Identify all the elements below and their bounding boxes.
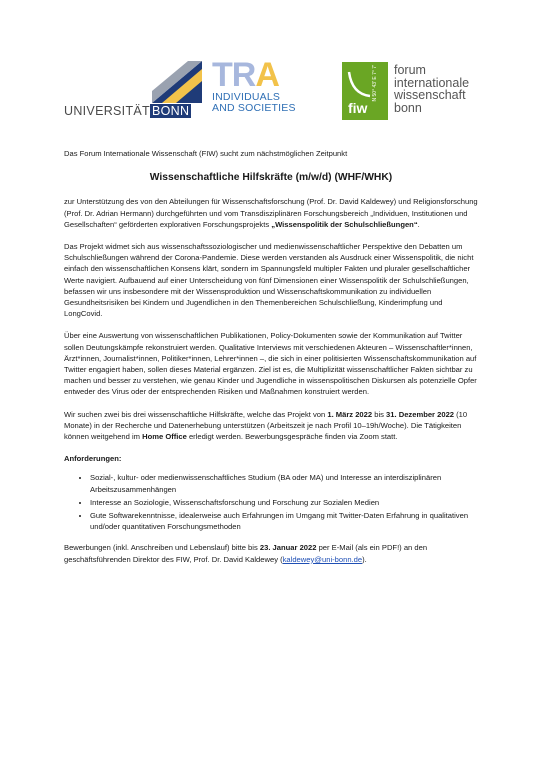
tra-wordmark: [212, 58, 279, 92]
end-date: 31. Dezember 2022: [386, 409, 455, 419]
application-text-c: ).: [362, 554, 367, 564]
tra-logo: [212, 56, 342, 122]
project-intro-text: zur Unterstützung des von den Abteilungen für Wissenschaftsforschung (Prof. Dr. David Kaldewey) und Religionsforschung (Prof. Dr. Adrian Hermann) durchgeführten und vom Transdisziplinären Forschungsbereich „Individuen, Institutionen und Gesellschaften“ geförderten explorativen Forschungsprojekts: [64, 197, 478, 229]
tra-subtitle-line2: AND SOCIETIES: [212, 102, 296, 114]
requirement-item: • Gute Softwarekenntnisse, idealerweise auch Erfahrungen im Umgang mit Twitter-Daten Erfahrung in qualitativen und/oder quantitativen Forschungsmethoden: [90, 510, 478, 532]
university-bonn-logo: [62, 58, 206, 122]
application-deadline: 23. Januar 2022: [259, 543, 317, 553]
email-link[interactable]: kaldewey@uni-bonn.de: [282, 554, 363, 564]
paragraph-project-intro: [64, 196, 478, 230]
bonn-wordmark-part2: BONN: [151, 104, 190, 118]
tra-subtitle-line1: INDIVIDUALS: [212, 91, 281, 103]
paragraph-position-details: [64, 409, 478, 443]
fiw-green-box: [342, 62, 388, 120]
requirements-heading: Anforderungen:: [64, 454, 122, 464]
bonn-emblem-icon: [152, 61, 202, 103]
paragraph-methods: Über eine Auswertung von wissenschaftlichen Publikationen, Policy-Dokumenten sowie der Kommunikation auf Twitter sollen Deutungskämpfe rekonstruiert werden. Qualitative Interviews mit verschiedenen Akteuren – Wissenschaftler*innen, Ärzt*innen, Journalist*innen, Politiker*innen, Lehrer*innen –, die sich in einer politisierten Wissenschaftskommunikation auf Twitter engagiert haben, sollen dieses Material ergänzen. Ziel ist es, die Multiplizität wissenschaftlicher Fakten sichtbar zu machen und besser zu verstehen, wie genau Kinder und Jugendliche in wissenspolitischen Diskursen als potenzielle Opfer entweder des Virus oder der entsprechenden Risiken und Maßnahmen konstruiert werden.: [64, 331, 477, 397]
project-name: „Wissenspolitik der Schulschließungen“: [271, 219, 418, 229]
fiw-name-line1: forum: [394, 63, 426, 77]
requirements-list: [64, 472, 478, 532]
job-title: Wissenschaftliche Hilfskräfte (m/w/d) (WHF/WHK): [149, 172, 393, 184]
fiw-swoosh-icon: [346, 68, 372, 98]
header-logos: [62, 58, 482, 122]
fiw-name-line3: wissenschaft: [394, 88, 466, 102]
fiw-logo: [342, 62, 482, 122]
project-intro-end: .: [417, 219, 420, 229]
fiw-mark: fiw: [348, 100, 368, 116]
application-text-b: per E-Mail (als ein PDF!) an den geschäftsführenden Direktor des FIW, Prof. Dr. David Kaldewey (: [64, 543, 428, 564]
start-date: 1. März 2022: [327, 409, 373, 419]
paragraph-project-description: Das Projekt widmet sich aus wissenschaftssoziologischer und medienwissenschaftlicher Perspektive den Debatten um Schulschließungen während der Corona-Pandemie. Diese werden verstanden als Ausdruck einer Wissenspolitik, die nicht einfach den wissenschaftlichen Konsens klärt, sondern im Spannungsfeld multipler Fakten und pluraler gesellschaftlicher Werte navigiert. Aufbauend auf einer Unterscheidung von fünf Dimensionen einer Wissenspolitik der Schulschließungen, befassen wir uns insbesondere mit der Wissensproduktion und Wissenschaftskommunikation zu individuellen Gesundheitsrisiken bei Kindern und Jugendlichen in den Themenbereichen Schulschließung, Kinderimpfung und LongCovid.: [64, 242, 474, 319]
document-body: [64, 148, 478, 576]
requirement-item: • Sozial-, kultur- oder medienwissenschaftliches Studium (BA oder MA) und Interesse an interdisziplinären Arbeitszusammenhängen: [90, 472, 478, 494]
paragraph-application: [64, 542, 478, 564]
bonn-wordmark-part1: UNIVERSITÄT: [64, 104, 150, 118]
tra-letters: TR: [212, 56, 256, 94]
tra-subtitle: [212, 92, 296, 114]
position-text-c: (10 Monate) in der Recherche und Datenerhebung unterstützen (Arbeitszeit je nach Profil 10–19h/Woche). Die Tätigkeiten können weitgehend im: [64, 409, 468, 442]
tra-letter-a: A: [255, 56, 279, 94]
home-office: Home Office: [142, 432, 187, 442]
requirement-item: • Interesse an Soziologie, Wissenschaftsforschung und Forschung zur Sozialen Medien: [90, 497, 478, 508]
application-text-a: Bewerbungen (inkl. Anschreiben und Lebenslauf) bitte bis: [64, 543, 260, 553]
fiw-name-line4: bonn: [394, 100, 422, 115]
position-text-a: Wir suchen zwei bis drei wissenschaftliche Hilfskräfte, welche das Projekt von: [64, 409, 328, 419]
university-bonn-wordmark: [64, 104, 191, 118]
fiw-wordmark: [394, 64, 469, 114]
intro-line: Das Forum Internationale Wissenschaft (FIW) sucht zum nächstmöglichen Zeitpunkt: [64, 149, 348, 158]
position-text-d: erledigt werden. Bewerbungsgespräche finden via Zoom statt.: [186, 432, 398, 442]
position-text-b: bis: [372, 409, 387, 419]
fiw-coordinates: N 50° 43' E 7° 7': [372, 65, 378, 102]
fiw-name-line2: internationale: [394, 75, 470, 90]
